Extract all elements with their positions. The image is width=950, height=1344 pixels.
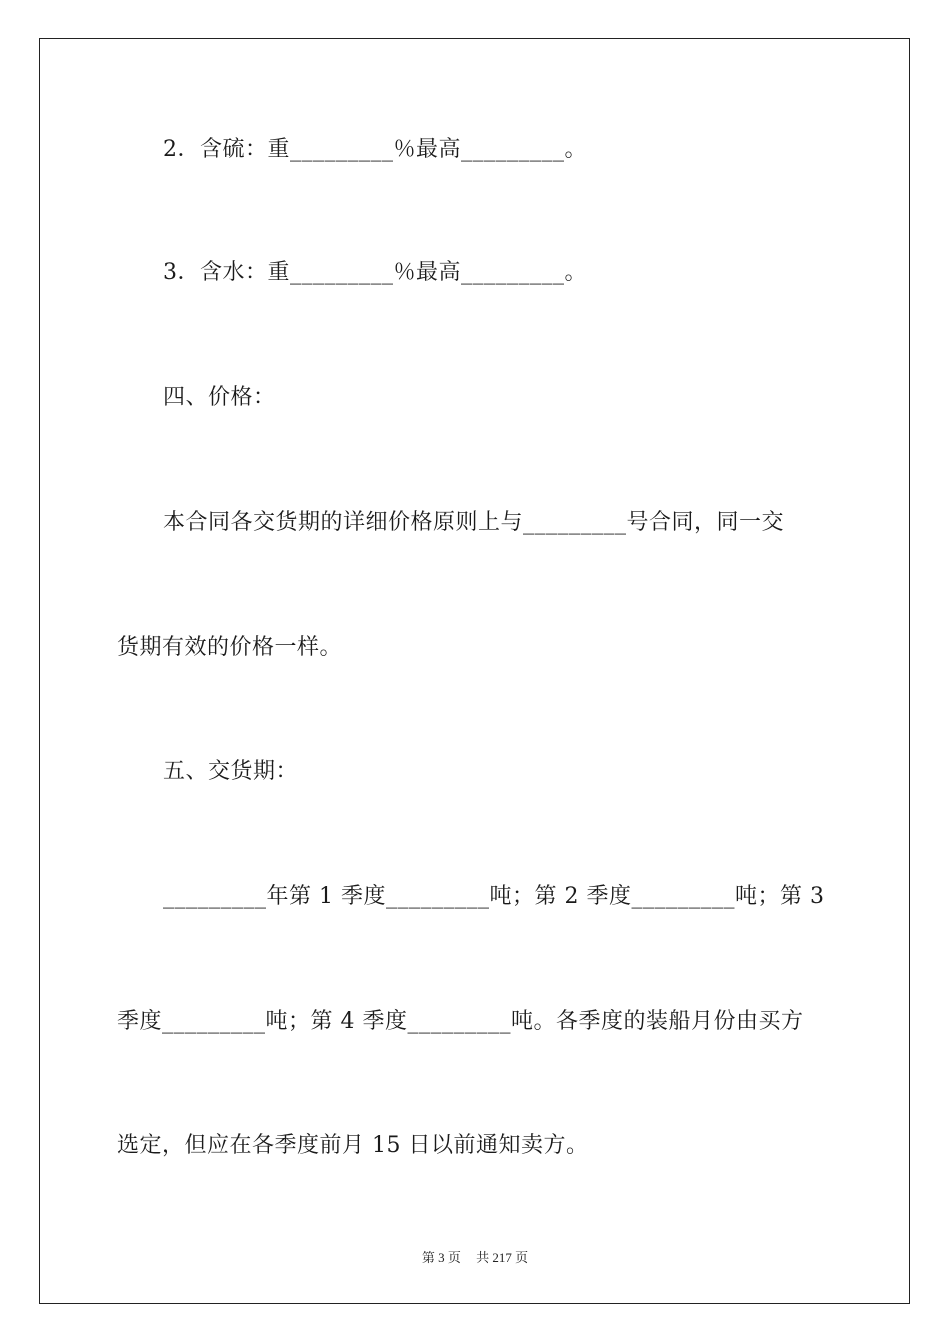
delivery-paragraph-line-3: 选定，但应在各季度前月 15 日以前通知卖方。: [117, 1133, 589, 1158]
page-border: [39, 38, 910, 1304]
section-heading-delivery: 五、交货期：: [163, 759, 299, 784]
price-paragraph-line-2: 货期有效的价格一样。: [117, 635, 343, 660]
clause-water: 3．含水：重_________％最高_________。: [163, 260, 587, 285]
section-heading-price: 四、价格：: [163, 385, 276, 410]
page-footer: [0, 1247, 950, 1266]
clause-sulfur: 2．含硫：重_________％最高_________。: [163, 137, 587, 162]
page-number: 第 3 页: [421, 1250, 461, 1265]
price-paragraph-line-1: 本合同各交货期的详细价格原则上与_________号合同，同一交: [163, 510, 785, 535]
delivery-paragraph-line-2: 季度_________吨；第 4 季度_________吨。各季度的装船月份由买方: [117, 1009, 804, 1034]
page-total: 共 217 页: [476, 1250, 529, 1265]
delivery-paragraph-line-1: _________年第 1 季度_________吨；第 2 季度_________吨；第 3: [163, 884, 825, 909]
